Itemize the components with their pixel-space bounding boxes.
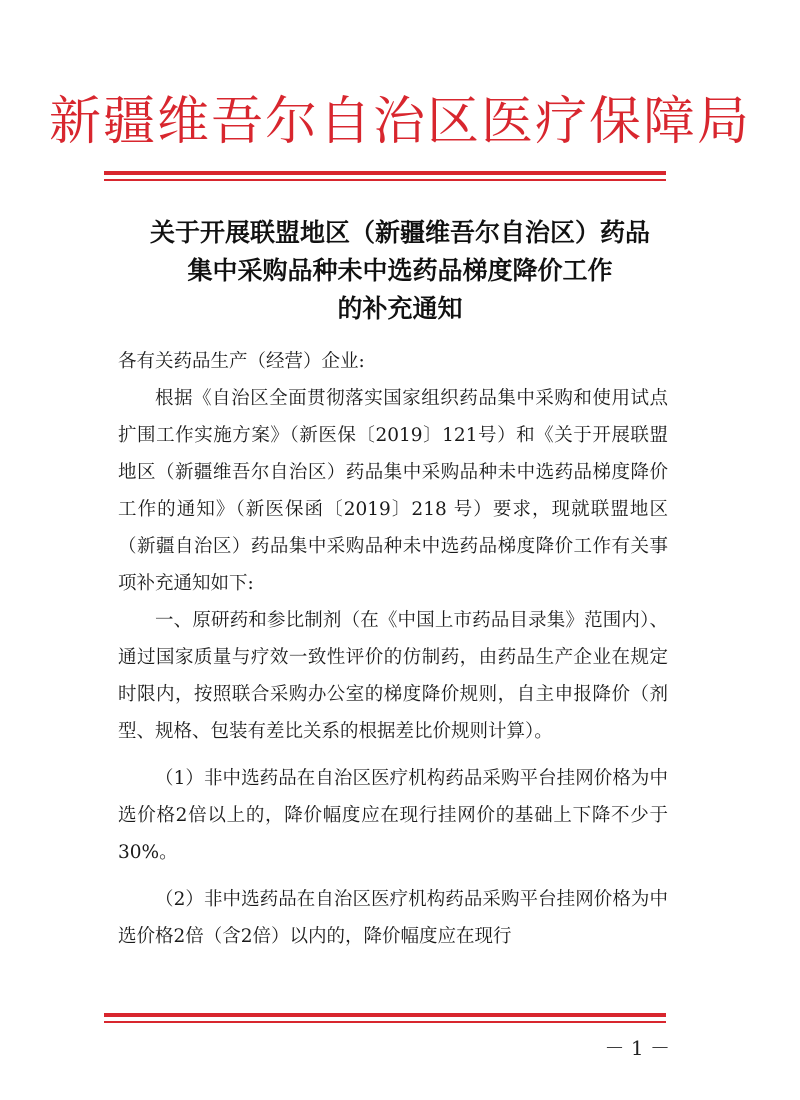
document-body bbox=[118, 343, 668, 955]
header-rule-thick bbox=[104, 171, 666, 175]
page-number: － 1 － bbox=[604, 1036, 670, 1060]
paragraph-subitem-2: （2）非中选药品在自治区医疗机构药品采购平台挂网价格为中选价格2倍（含2倍）以内的，降价幅度应在现行 bbox=[118, 889, 668, 947]
header-rule-thin bbox=[104, 179, 666, 181]
document-title-line-3: 的补充通知 bbox=[337, 294, 463, 323]
paragraph-basis: 根据《自治区全面贯彻落实国家组织药品集中采购和使用试点扩围工作实施方案》（新医保〔2019〕121号）和《关于开展联盟地区（新疆维吾尔自治区）药品集中采购品种未中选药品梯度降价工作的通知》（新医保函〔2019〕218 号）要求，现就联盟地区（新疆自治区）药品集中采购品种未中选药品梯度降价工作有关事项补充通知如下: bbox=[118, 388, 668, 594]
agency-header-title: 新疆维吾尔自治区医疗保障局 bbox=[48, 92, 751, 152]
salutation: 各有关药品生产（经营）企业: bbox=[118, 351, 365, 372]
paragraph-subitem-1: （1）非中选药品在自治区医疗机构药品采购平台挂网价格为中选价格2倍以上的，降价幅度应在现行挂网价的基础上下降不少于30%。 bbox=[118, 768, 668, 863]
paragraph-item-1: 一、原研药和参比制剂（在《中国上市药品目录集》范围内）、通过国家质量与疗效一致性评价的仿制药，由药品生产企业在规定时限内，按照联合采购办公室的梯度降价规则，自主申报降价（剂型、规格、包装有差比关系的根据差比价规则计算）。 bbox=[118, 610, 668, 742]
document-title-line-1: 关于开展联盟地区（新疆维吾尔自治区）药品 bbox=[149, 218, 650, 247]
footer-rule-thin bbox=[104, 1021, 666, 1023]
document-title-line-2: 集中采购品种未中选药品梯度降价工作 bbox=[187, 256, 613, 285]
footer-rule-thick bbox=[104, 1013, 666, 1017]
document-title bbox=[0, 214, 800, 328]
